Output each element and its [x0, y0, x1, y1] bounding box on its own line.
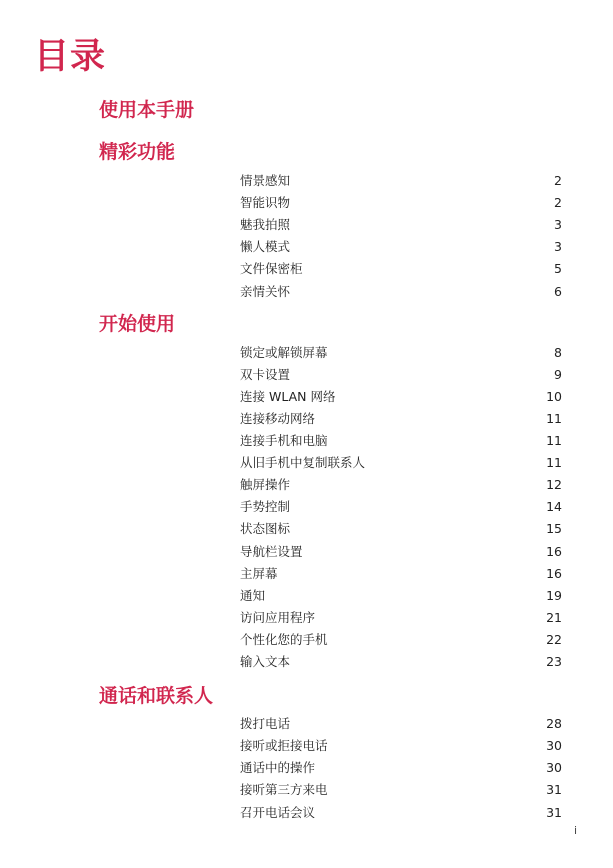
toc-entry[interactable]: [240, 431, 562, 451]
toc-entry-label: 文件保密柜: [240, 261, 303, 276]
section-heading-calls-contacts[interactable]: 通话和联系人: [99, 685, 214, 707]
toc-entry-page: 5: [554, 261, 562, 276]
toc-entry-label: 亲情关怀: [240, 284, 291, 299]
toc-entry[interactable]: [240, 409, 562, 429]
toc-entry-label: 访问应用程序: [240, 610, 316, 625]
toc-entry[interactable]: [240, 259, 562, 279]
toc-entry-page: 9: [554, 367, 562, 382]
toc-entry[interactable]: [240, 475, 562, 495]
section-heading-use-manual[interactable]: 使用本手册: [99, 99, 195, 121]
toc-entry-page: 3: [554, 217, 562, 232]
toc-entry-page: 2: [554, 195, 562, 210]
toc-entry-label: 通知: [240, 588, 266, 603]
toc-entry[interactable]: [240, 608, 562, 628]
toc-entry[interactable]: [240, 497, 562, 517]
toc-entry-page: 15: [546, 521, 562, 536]
toc-entry-label: 双卡设置: [240, 367, 291, 382]
toc-entry-page: 10: [546, 389, 562, 404]
toc-entry[interactable]: [240, 630, 562, 650]
toc-entry[interactable]: [240, 758, 562, 778]
toc-entry-label: 连接 WLAN 网络: [240, 389, 336, 404]
toc-entry[interactable]: [240, 365, 562, 385]
toc-entry-label: 手势控制: [240, 499, 291, 514]
toc-entry-page: 21: [546, 610, 562, 625]
toc-entry[interactable]: [240, 282, 562, 302]
toc-entry-page: 16: [546, 544, 562, 559]
toc-entry-page: 11: [546, 455, 562, 470]
toc-entry[interactable]: [240, 343, 562, 363]
toc-entry-page: 30: [546, 760, 562, 775]
toc-entry-label: 情景感知: [240, 173, 291, 188]
toc-entry-label: 懒人模式: [240, 239, 291, 254]
toc-entry-page: 8: [554, 345, 562, 360]
toc-entry-page: 3: [554, 239, 562, 254]
toc-entry-label: 触屏操作: [240, 477, 291, 492]
toc-entry-label: 状态图标: [240, 521, 291, 536]
toc-entry-label: 锁定或解锁屏幕: [240, 345, 328, 360]
toc-entry-label: 召开电话会议: [240, 805, 316, 820]
toc-entry[interactable]: [240, 387, 562, 407]
toc-entry-label: 通话中的操作: [240, 760, 316, 775]
toc-entry[interactable]: [240, 215, 562, 235]
toc-entry-page: 2: [554, 173, 562, 188]
toc-entry-page: 14: [546, 499, 562, 514]
footer-page-number: i: [573, 824, 577, 837]
toc-entry[interactable]: [240, 171, 562, 191]
toc-entry[interactable]: [240, 736, 562, 756]
toc-entry-page: 19: [546, 588, 562, 603]
section-heading-features[interactable]: 精彩功能: [99, 141, 176, 163]
toc-entry-page: 11: [546, 411, 562, 426]
toc-entry[interactable]: [240, 237, 562, 257]
toc-entry[interactable]: [240, 564, 562, 584]
toc-entry[interactable]: [240, 714, 562, 734]
toc-entry[interactable]: [240, 453, 562, 473]
section-heading-getting-started[interactable]: 开始使用: [99, 313, 176, 335]
toc-entry-page: 31: [546, 805, 562, 820]
toc-entry-label: 导航栏设置: [240, 544, 303, 559]
page-title: 目录: [34, 37, 107, 77]
toc-entry[interactable]: [240, 193, 562, 213]
toc-entry-page: 22: [546, 632, 562, 647]
toc-entry-page: 30: [546, 738, 562, 753]
toc-entry-label: 连接移动网络: [240, 411, 316, 426]
toc-entry-page: 16: [546, 566, 562, 581]
toc-entry-page: 11: [546, 433, 562, 448]
toc-entry[interactable]: [240, 519, 562, 539]
toc-entry-label: 接听或拒接电话: [240, 738, 328, 753]
toc-entry-label: 输入文本: [240, 654, 291, 669]
toc-entry[interactable]: [240, 803, 562, 823]
toc-entry-page: 6: [554, 284, 562, 299]
toc-entry-label: 接听第三方来电: [240, 782, 328, 797]
toc-entry-page: 23: [546, 654, 562, 669]
toc-entry-label: 主屏幕: [240, 566, 278, 581]
toc-entry-page: 31: [546, 782, 562, 797]
toc-entry-page: 12: [546, 477, 562, 492]
toc-entry-label: 智能识物: [240, 195, 291, 210]
toc-entry-label: 魅我拍照: [240, 217, 291, 232]
toc-entry[interactable]: [240, 652, 562, 672]
toc-entry-label: 个性化您的手机: [240, 632, 328, 647]
toc-entry-page: 28: [546, 716, 562, 731]
toc-entry[interactable]: [240, 780, 562, 800]
toc-entry-label: 连接手机和电脑: [240, 433, 328, 448]
toc-entry-label: 拨打电话: [240, 716, 291, 731]
toc-entry[interactable]: [240, 586, 562, 606]
toc-entry-label: 从旧手机中复制联系人: [240, 455, 366, 470]
toc-entry[interactable]: [240, 542, 562, 562]
